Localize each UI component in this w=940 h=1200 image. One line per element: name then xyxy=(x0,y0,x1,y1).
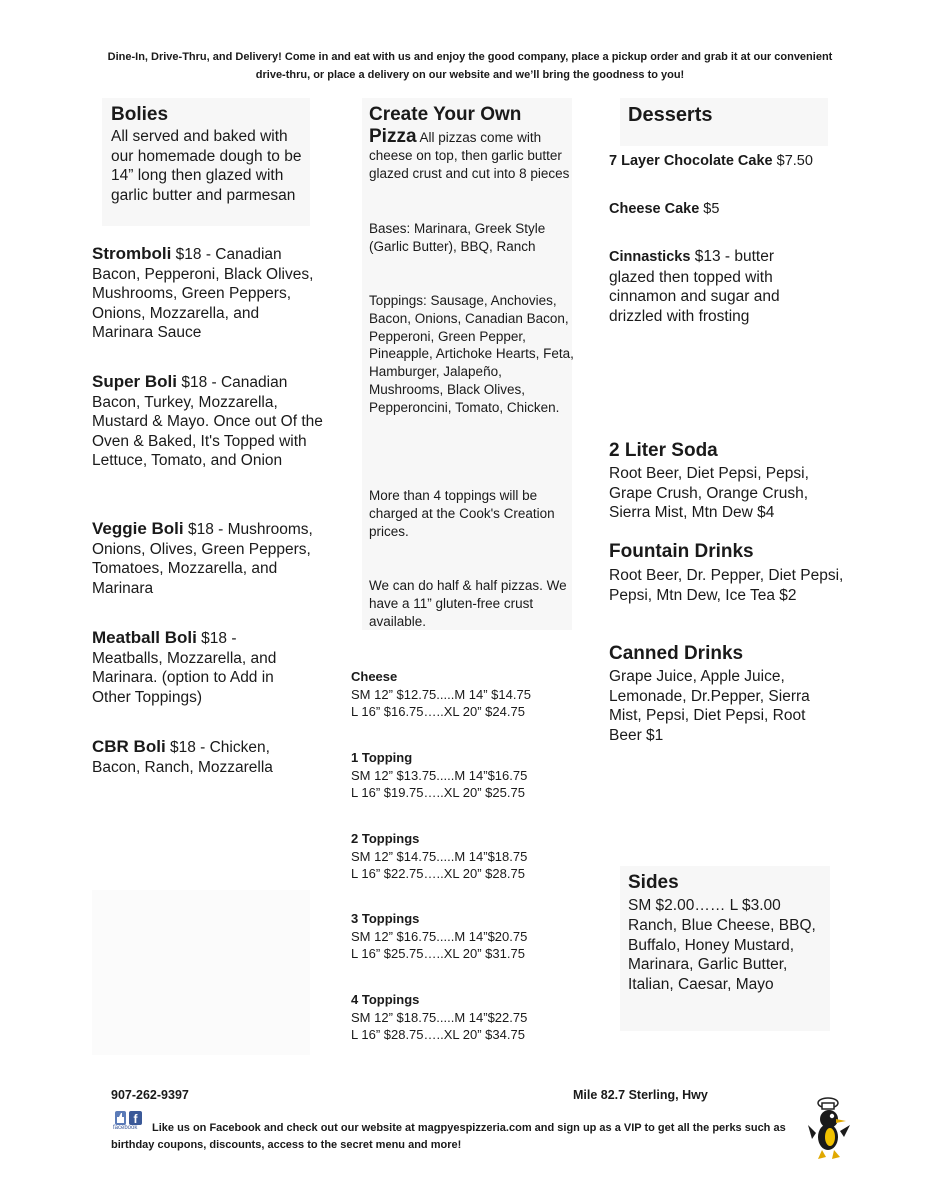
pizza-desc: All pizzas come with cheese on top, then garlic butter glazed crust and cut into 8 pieces xyxy=(369,130,570,181)
price-block-1-topping xyxy=(351,749,581,802)
price-line: SM 12” $13.75.....M 14”$16.75 xyxy=(351,767,528,783)
dessert-item-cheesecake xyxy=(609,201,859,217)
dessert-desc: $7.50 xyxy=(772,153,813,169)
boli-name: Meatball Boli xyxy=(92,628,197,647)
boli-desc: $18 - Mushrooms, Onions, Olives, Green Peppers, Tomatoes, Mozzarella, and Marinara xyxy=(92,521,313,597)
boli-item-meatball xyxy=(92,628,307,707)
pizza-title: Create Your Own xyxy=(369,104,522,125)
pizza-title-line2: Pizza xyxy=(369,126,417,147)
price-block-title: 4 Toppings xyxy=(351,992,420,1007)
price-line: L 16” $22.75…..XL 20” $28.75 xyxy=(351,866,525,881)
boli-desc: $18 - Chicken, Bacon, Ranch, Mozzarella xyxy=(92,739,273,776)
facebook-icon-label: facebook xyxy=(113,1125,138,1131)
price-block-title: 3 Toppings xyxy=(351,911,420,926)
phone-number: 907-262-9397 xyxy=(111,1088,189,1102)
price-block-cheese xyxy=(351,668,581,721)
pizza-bases: Bases: Marinara, Greek Style (Garlic Butter), BBQ, Ranch xyxy=(369,221,546,254)
magpie-chef-mascot xyxy=(806,1095,852,1161)
price-block-title: 2 Toppings xyxy=(351,831,420,846)
boli-desc: $18 - Canadian Bacon, Pepperoni, Black Olives, Mushrooms, Green Peppers, Onions, Mozzarella, and Marinara Sauce xyxy=(92,246,314,341)
price-line: SM 12” $18.75.....M 14”$22.75 xyxy=(351,1009,528,1025)
dessert-item-cake xyxy=(609,153,859,169)
left-bottom-panel xyxy=(92,890,310,1055)
boli-desc: $18 - Canadian Bacon, Turkey, Mozzarella, Mustard & Mayo. Once out Of the Oven & Baked, It's Topped with Lettuce, Tomato, and Onion xyxy=(92,374,323,469)
desserts-title: Desserts xyxy=(628,104,713,126)
boli-item-cbr xyxy=(92,737,307,777)
drinks-fountain-title: Fountain Drinks xyxy=(609,541,754,562)
price-block-title: 1 Topping xyxy=(351,750,413,765)
boli-name: Super Boli xyxy=(92,372,178,391)
price-block-4-toppings xyxy=(351,991,581,1044)
price-line: L 16” $28.75…..XL 20” $34.75 xyxy=(351,1027,525,1042)
price-line: SM 12” $16.75.....M 14”$20.75 xyxy=(351,928,528,944)
boli-item-stromboli xyxy=(92,244,322,343)
dessert-desc: $13 - butter glazed then topped with cinnamon and sugar and drizzled with frosting xyxy=(609,248,780,325)
price-line: SM 12” $14.75.....M 14”$18.75 xyxy=(351,848,528,864)
boli-name: Stromboli xyxy=(92,244,172,263)
pizza-more-toppings-note: More than 4 toppings will be charged at the Cook's Creation prices. xyxy=(369,488,555,539)
price-line: SM 12” $12.75.....M 14” $14.75 xyxy=(351,686,531,702)
svg-text:f: f xyxy=(133,1112,138,1126)
drinks-2liter-title: 2 Liter Soda xyxy=(609,440,718,461)
price-line: L 16” $19.75…..XL 20” $25.75 xyxy=(351,785,525,800)
pizza-half-note: We can do half & half pizzas. We have a 11” gluten-free crust available. xyxy=(369,578,567,629)
boli-name: CBR Boli xyxy=(92,737,166,756)
dessert-name: Cinnasticks xyxy=(609,249,691,265)
price-line: L 16” $16.75…..XL 20” $24.75 xyxy=(351,704,525,719)
sides-prices: SM $2.00…… L $3.00 xyxy=(628,897,781,914)
dessert-desc: $5 xyxy=(699,201,720,217)
price-block-title: Cheese xyxy=(351,669,398,684)
social-text xyxy=(111,1120,791,1154)
bolies-description: All served and baked with our homemade dough to be 14” long then glazed with garlic butter and parmesan xyxy=(111,128,302,204)
dessert-item-cinnasticks xyxy=(609,247,809,326)
drinks-fountain-desc: Root Beer, Dr. Pepper, Diet Pepsi, Pepsi, Mtn Dew, Ice Tea $2 xyxy=(609,567,844,604)
boli-item-veggie xyxy=(92,519,317,598)
price-line: L 16” $25.75…..XL 20” $31.75 xyxy=(351,946,525,961)
price-block-3-toppings xyxy=(351,910,581,963)
pizza-toppings: Toppings: Sausage, Anchovies, Bacon, Onions, Canadian Bacon, Pepperoni, Green Pepper, Pineapple, Artichoke Hearts, Feta, Hamburger, Jalapeño, Mushrooms, Black Olives, Pepperoncini, Tomato, Chicken. xyxy=(369,293,574,415)
drinks-canned-desc: Grape Juice, Apple Juice, Lemonade, Dr.Pepper, Sierra Mist, Pepsi, Diet Pepsi, Root Beer $1 xyxy=(609,668,810,744)
dessert-name: Cheese Cake xyxy=(609,201,700,217)
price-block-2-toppings xyxy=(351,830,581,883)
boli-item-super xyxy=(92,372,324,471)
drinks-canned-title: Canned Drinks xyxy=(609,643,744,664)
drinks-2liter-desc: Root Beer, Diet Pepsi, Pepsi, Grape Crush, Orange Crush, Sierra Mist, Mtn Dew $4 xyxy=(609,465,809,521)
pizza-description xyxy=(369,128,574,182)
intro-text: Dine-In, Drive-Thru, and Delivery! Come in and eat with us and enjoy the good company, place a pickup order and grab it at our convenient drive-thru, or place a delivery on our website and we’ll bring the goodness to you! xyxy=(107,51,833,81)
social-text-content: Like us on Facebook and check out our website at magpyespizzeria.com and sign up as a VIP to get all the perks such as birthday coupons, discounts, access to the secret menu and more! xyxy=(111,1122,786,1151)
boli-name: Veggie Boli xyxy=(92,519,184,538)
boli-desc: $18 - Meatballs, Mozzarella, and Marinara. (option to Add in Other Toppings) xyxy=(92,630,277,706)
sides-desc: Ranch, Blue Cheese, BBQ, Buffalo, Honey Mustard, Marinara, Garlic Butter, Italian, Caesar, Mayo xyxy=(628,917,816,993)
bolies-title: Bolies xyxy=(111,104,169,125)
sides-title: Sides xyxy=(628,872,679,893)
address: Mile 82.7 Sterling, Hwy xyxy=(573,1088,708,1102)
dessert-name: 7 Layer Chocolate Cake xyxy=(609,153,773,169)
